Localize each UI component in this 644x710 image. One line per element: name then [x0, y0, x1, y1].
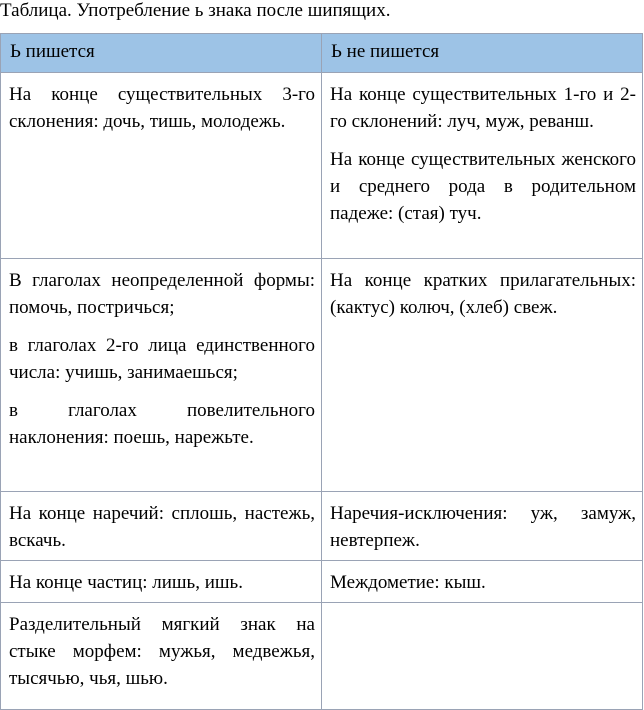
- rule-text: В глаголах неопределенной формы: помочь, постричься;: [9, 270, 315, 318]
- table-cell-not-written: [322, 561, 643, 603]
- table-cell-written: [1, 561, 322, 603]
- table-row: [1, 492, 643, 561]
- rule-text: в глаголах 2-го лица единственного числа: учишь, занимаешься;: [9, 335, 315, 383]
- rule-text: Наречия-исключения: уж, замуж, невтерпеж.: [330, 503, 636, 551]
- rule-text: в глаголах повелительного наклонения: поешь, нарежьте.: [9, 400, 315, 448]
- table-cell-written: [1, 259, 322, 492]
- rule-text: На конце существительных женского и среднего рода в родительном падеже: (стая) туч.: [330, 149, 636, 224]
- rule-text: На конце существительных 1-го и 2-го склонений: луч, муж, реванш.: [330, 84, 636, 132]
- rule-text: Разделительный мягкий знак на стыке морфем: мужья, медвежья, тысячью, чья, шью.: [9, 614, 315, 689]
- table-cell-not-written: [322, 259, 643, 492]
- table-cell-not-written-empty: [322, 603, 643, 710]
- table-cell-not-written: [322, 492, 643, 561]
- table-caption: Таблица. Употребление ь знака после шипящих.: [0, 0, 391, 21]
- table-row: [1, 603, 643, 710]
- rule-text: На конце кратких прилагательных: (кактус) колюч, (хлеб) свеж.: [330, 270, 636, 318]
- table-cell-written: [1, 492, 322, 561]
- table-cell-written: [1, 73, 322, 259]
- rule-text: На конце частиц: лишь, ишь.: [9, 572, 243, 593]
- table-cell-written: [1, 603, 322, 710]
- table-row: [1, 259, 643, 492]
- rule-text: На конце существительных 3-го склонения: дочь, тишь, молодежь.: [9, 84, 315, 132]
- table-cell-not-written: [322, 73, 643, 259]
- header-not-written: Ь не пишется: [322, 34, 643, 73]
- table-header-row: [1, 34, 643, 73]
- soft-sign-rules-table: [0, 33, 643, 710]
- table-row: [1, 561, 643, 603]
- rule-text: На конце наречий: сплошь, настежь, вскачь.: [9, 503, 315, 551]
- rule-text: Междометие: кыш.: [330, 572, 486, 593]
- header-written: Ь пишется: [1, 34, 322, 73]
- table-row: [1, 73, 643, 259]
